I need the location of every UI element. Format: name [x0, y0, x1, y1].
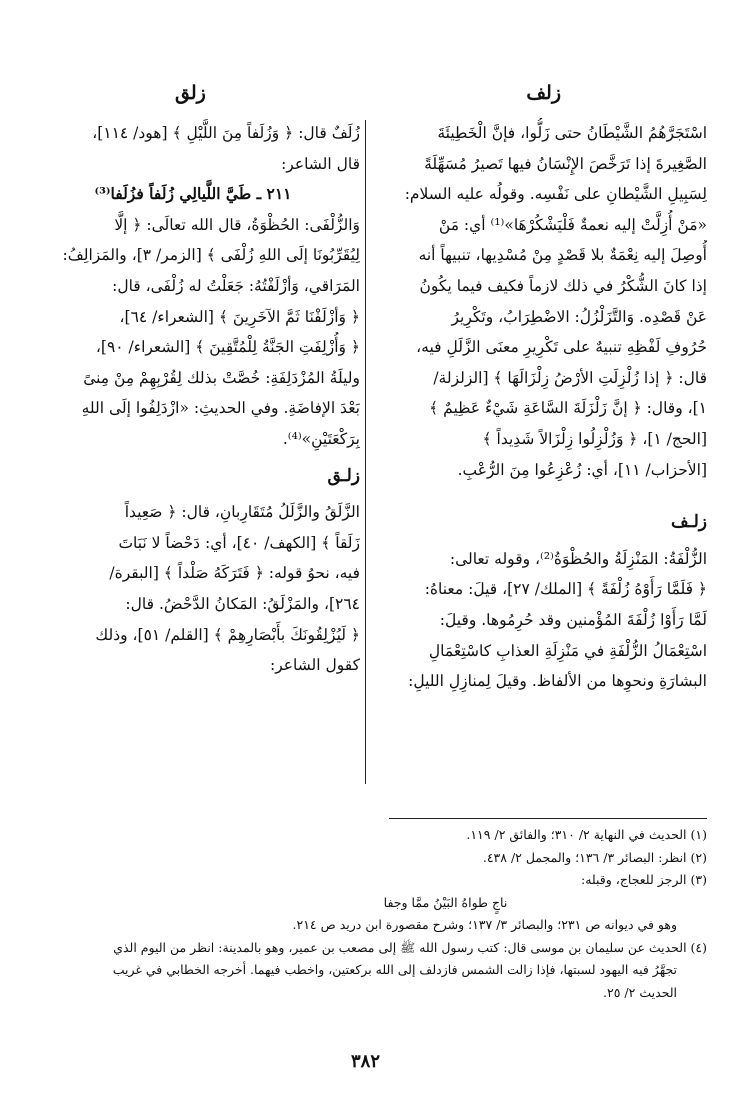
- footnote-4-line2: تجهَّرُ فيه اليهود لسبتها، فإذا زالت الشمس فازدلف إلى الله بركعتين، واخطب فيهما. أخرجه الخطابي في غريب: [112, 962, 677, 977]
- text-line: الصَّغِيرةَ إذا تَرَخَّصَ الإِنْسَانُ فيها تَصيرُ مُسَهِّلَةً: [424, 154, 707, 173]
- text-line: ﴿ وَأزْلَفْنَا ثَمَّ الآخَرِينَ ﴾ [الشعراء/ ٦٤]،: [119, 307, 360, 326]
- text-line: زُلَفٌ قال: ﴿ وَزُلَفاً مِنَ اللَّيْلِ ﴾ [هود/ ١١٤]،: [92, 124, 360, 142]
- footnote-3-source: وهو في ديوانه ص ٢٣١؛ والبصائر ٣/ ١٣٧؛ وشرح مقصورة ابن دريد ص ٢١٤.: [292, 917, 677, 932]
- text-line: قال الشاعر:: [281, 154, 360, 173]
- text-line: أُوصِلَ إليه نِعْمَةٌ بلا قَصْدٍ مِنْ مُسْدِيها، تنبيهاً أنه: [418, 246, 707, 265]
- text-line: قال: ﴿ إذا زُلْزِلَتِ الأرْضُ زِلْزَالَهَا ﴾ [الزلزلة/: [433, 368, 707, 387]
- text-line: فيه، نحوُ قوله: ﴿ فَتَرَكَهُ صَلْداً ﴾ [البقرة/: [109, 564, 360, 583]
- footnote-1: (١) الحديث في النهاية ٢/ ٣١٠؛ والفائق ٢/ ١١٩.: [466, 827, 707, 842]
- text-line: بِرَكْعَتَيْنِ»⁽⁴⁾.: [282, 429, 360, 448]
- text-line: البشارَةِ ونحوِها من الألفاظ. وقيلَ لِمنازِلِ الليلِ:: [408, 672, 707, 691]
- text-line: ﴿ وَأُزْلِفَتِ الجَنَّةُ لِلْمُتَّقِينَ ﴾ [الشعراء/ ٩٠]،: [95, 338, 360, 357]
- footnote-4-line3: الحديث ٢/ ٢٥.: [603, 984, 677, 1000]
- text-line: ﴿ فَلَمَّا رَأَوْهُ زُلْفَةً ﴾ [الملك/ ٢٧]، قيلَ: معناهُ:: [424, 580, 707, 599]
- poem-verse: ٢١١ ـ طَيَّ اللَّيالِي زُلَفاً فزُلَفا⁽³⁾: [94, 184, 292, 204]
- text-line: [الحج/ ١]، ﴿ وَزُلْزِلُوا زِلْزَالاً شَدِيداً ﴾: [482, 429, 707, 448]
- footnote-4: (٤) الحديث عن سليمان بن موسى قال: كتب رسول الله ﷺ إلى مصعب بن عمير، وهو بالمدينة: انظر من اليوم الذي: [113, 939, 707, 955]
- left-column: [26, 118, 360, 681]
- text-line: حُرُوفِ لَفْظِهِ تنبيهٌ على تَكْرِيرِ معنَى الزَّلَلِ فيه،: [416, 338, 707, 357]
- text-line: لِيُقَرِّبُونَا إلَى اللهِ زُلْفَى ﴾ [الزمر/ ٣]، والمَزالِفُ:: [62, 246, 360, 265]
- text-line: عَنْ قَصْدِه. وَالتَّزَلْزُلُ: الاضْطِرَابُ، وتَكْرِيرُ: [451, 307, 707, 326]
- text-line: الزَّلَقُ والزَّلَلُ مُتَقَارِبانِ، قال: ﴿ صَعِيداً: [124, 503, 360, 522]
- entry-heading-zlq: زلـق: [327, 465, 360, 486]
- text-line: إذا كانَ الشُّكْرُ في ذلك لازماً فكيف فيما يكُونُ: [419, 276, 707, 295]
- text-line: ﴿ لَيُزْلِقُونَكَ بأَبْصَارِهِمْ ﴾ [القلم/ ٥١]، وذلك: [95, 625, 360, 644]
- text-line: لِسَبِيلِ الشَّيْطانِ على نَفْسِه. وقولُه عليه السلام:: [404, 185, 707, 204]
- footnote-3-verse: ناجٍ طواهُ البَيْنُ ممَّا وجفا: [383, 894, 508, 910]
- right-column: [372, 118, 707, 697]
- right-column-header: زلف: [526, 82, 561, 104]
- text-line: اسْتَجَرَّهُمُ الشَّيْطَانُ حتى زَلُّوا، فإنَّ الْخَطِيئَةَ: [437, 124, 707, 142]
- text-line: بَعْدَ الإفاضَةِ. وفي الحديثِ: «ازْدَلِفُوا إلَى اللهِ: [81, 399, 360, 418]
- footnote-2: (٢) انظر: البصائر ٣/ ١٣٦؛ والمجمل ٢/ ٤٣٨.: [482, 849, 707, 865]
- entry-heading-zlf: زلـف: [671, 512, 707, 533]
- text-line: المَرَاقي، وَأزْلَفْتُهُ: جَعَلْتُ له زُلْفَى، قال:: [112, 276, 360, 295]
- text-line: وَالزُّلْفَى: الحُظْوَةُ، قال الله تعالَى: ﴿ إلَّا: [114, 215, 360, 234]
- text-line: لَمَّا رَأَوْا زُلْفَةَ المُؤْمنين وقد حُرِمُوها. وقيلَ:: [439, 610, 707, 629]
- text-line: [الأحزاب/ ١١]، أي: زُعْزِعُوا مِنَ الرُّعْبِ.: [457, 460, 707, 479]
- left-column-header: زلق: [175, 82, 206, 104]
- text-line: زَلَقاً ﴾ [الكهف/ ٤٠]، أي: دَحْضاً لا نَبَاتَ: [118, 533, 360, 552]
- text-line: ٢٦٤]، والمَزْلَقُ: المَكانُ الدَّحْضُ. قال:: [125, 594, 360, 613]
- page-number: ٣٨٢: [350, 1051, 380, 1072]
- text-line: وليلَةُ المُزْدَلِفَةِ: خُصَّتْ بذلك لِقُرْبِهِمْ مِنْ مِنىً: [83, 368, 360, 387]
- text-line: اسْتِعْمَالُ الزُّلْفَةِ في مَنْزِلَةِ العذابِ كاسْتِعْمَالِ: [428, 641, 707, 660]
- footnotes: [24, 824, 707, 1004]
- column-divider: [365, 120, 366, 784]
- footnote-separator: [389, 818, 707, 819]
- text-line: ١]، وقال: ﴿ إنَّ زَلْزَلَةَ السَّاعَةِ شَيْءٌ عَظِيمٌ ﴾: [429, 399, 707, 418]
- footnote-3: (٣) الرجز للعجاج، وقبله:: [580, 872, 707, 887]
- text-line: الزُّلْفَةُ: المَنْزِلَةُ والحُظْوَةُ⁽²⁾، وقوله تعالى:: [449, 549, 707, 568]
- text-line: «مَنْ أُزِلَّتْ إليه نعمةٌ فَلْيَشْكُرْهَا»⁽¹⁾ أي: مَنْ: [438, 215, 707, 234]
- text-line: كقول الشاعر:: [269, 656, 360, 675]
